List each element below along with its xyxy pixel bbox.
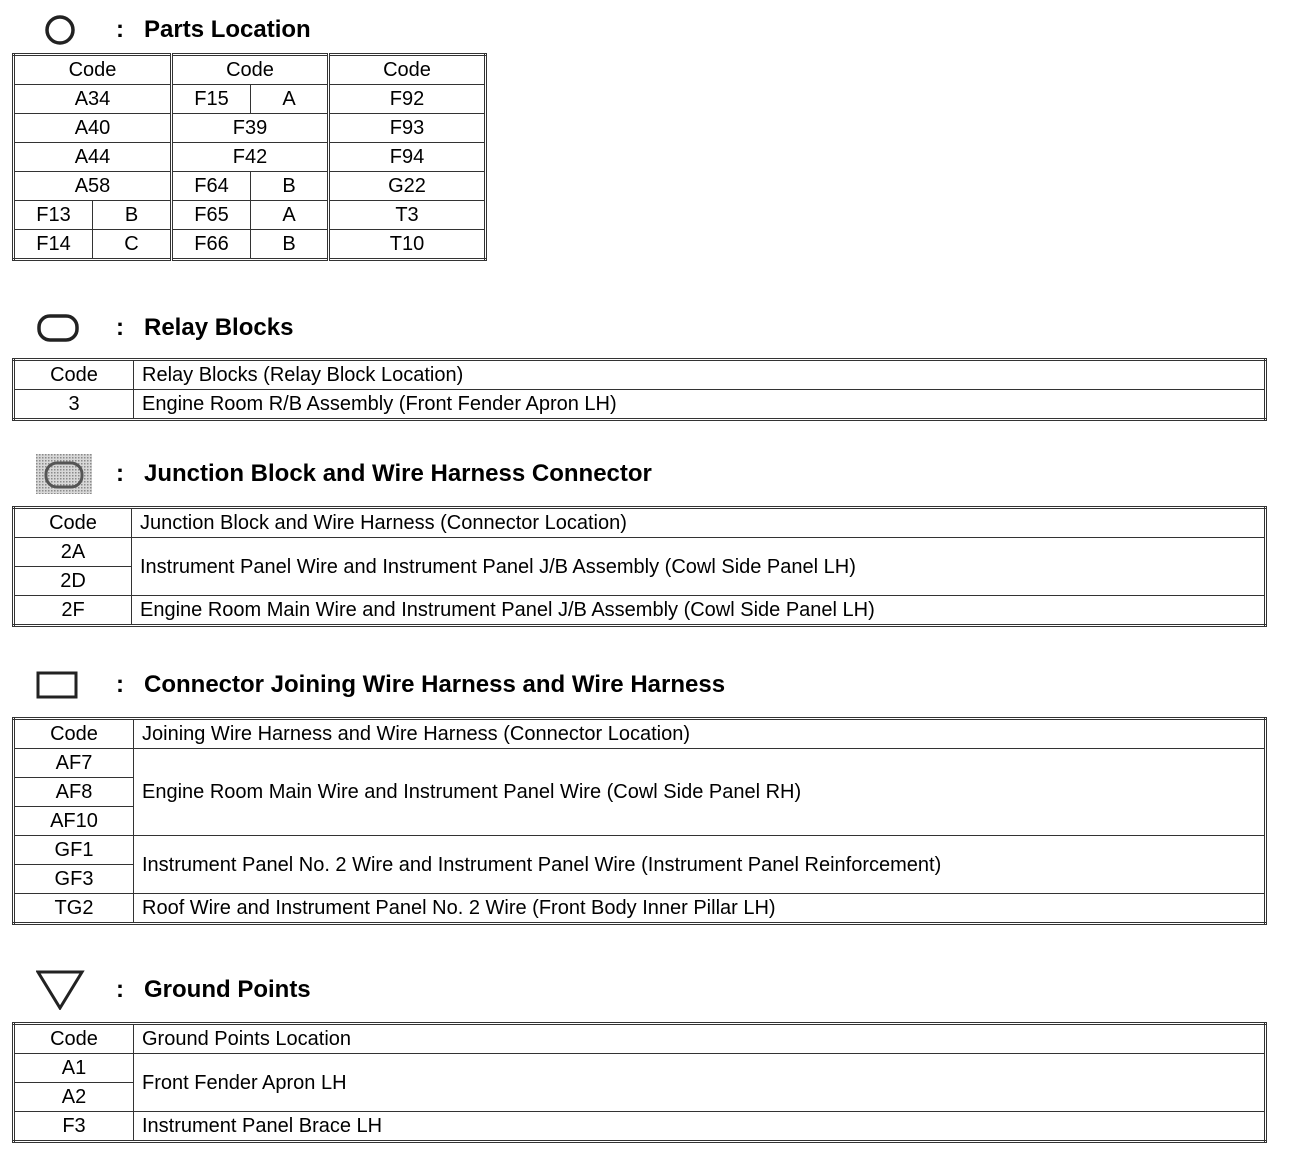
connector-joining-heading: [0, 665, 1300, 705]
code-header: Code: [172, 55, 329, 85]
code-cell: F42: [172, 143, 329, 172]
code-cell: G22: [329, 172, 486, 201]
code-cell: A58: [14, 172, 172, 201]
relay-blocks-colon: :: [116, 314, 124, 341]
shaded-rounded-rect-icon: [36, 454, 96, 494]
code-cell: T10: [329, 230, 486, 260]
parts-location-table: [12, 53, 487, 261]
table-row: [14, 894, 1266, 924]
code-cell: 2D: [14, 567, 132, 596]
circle-icon: [36, 10, 96, 50]
code-cell: GF1: [14, 836, 134, 865]
description-header: Junction Block and Wire Harness (Connector Location): [132, 508, 1266, 538]
description-cell: Engine Room Main Wire and Instrument Panel J/B Assembly (Cowl Side Panel LH): [132, 596, 1266, 626]
description-cell: Front Fender Apron LH: [134, 1054, 1266, 1112]
junction-block-table: [12, 506, 1267, 627]
rectangle-icon: [36, 665, 96, 705]
triangle-down-icon: [36, 970, 96, 1010]
table-row: [14, 1112, 1266, 1142]
parts-location-colon: :: [116, 16, 124, 43]
junction-block-colon: :: [116, 460, 124, 487]
code-cell: T3: [329, 201, 486, 230]
table-row: [14, 1054, 1266, 1083]
ground-points-table: [12, 1022, 1267, 1143]
description-cell: Instrument Panel Brace LH: [134, 1112, 1266, 1142]
code-cell: AF7: [14, 749, 134, 778]
table-row: [14, 172, 486, 201]
code-cell: F39: [172, 114, 329, 143]
code-cell: AF8: [14, 778, 134, 807]
ground-points-colon: :: [116, 976, 124, 1003]
description-cell: Instrument Panel Wire and Instrument Panel J/B Assembly (Cowl Side Panel LH): [132, 538, 1266, 596]
code-header: Code: [329, 55, 486, 85]
connector-joining-table: [12, 717, 1267, 925]
code-cell: A40: [14, 114, 172, 143]
code-cell: F65: [172, 201, 251, 230]
description-cell: Engine Room Main Wire and Instrument Panel Wire (Cowl Side Panel RH): [134, 749, 1266, 836]
code-suffix-cell: A: [251, 201, 329, 230]
code-cell: 2A: [14, 538, 132, 567]
code-cell: 3: [14, 390, 134, 420]
code-header: Code: [14, 55, 172, 85]
description-header: Relay Blocks (Relay Block Location): [134, 360, 1266, 390]
table-row: [14, 1024, 1266, 1054]
description-header: Ground Points Location: [134, 1024, 1266, 1054]
code-suffix-cell: C: [93, 230, 172, 260]
table-row: [14, 719, 1266, 749]
code-cell: GF3: [14, 865, 134, 894]
code-header: Code: [14, 1024, 134, 1054]
code-cell: TG2: [14, 894, 134, 924]
relay-blocks-heading: [0, 308, 1300, 348]
parts-location-heading: [0, 10, 1300, 50]
table-row: [14, 836, 1266, 865]
table-row: [14, 201, 486, 230]
junction-block-heading: [0, 454, 1300, 494]
code-cell: A2: [14, 1083, 134, 1112]
code-cell: F64: [172, 172, 251, 201]
parts-location-title: Parts Location: [144, 16, 311, 43]
table-row: [14, 596, 1266, 626]
description-cell: Instrument Panel No. 2 Wire and Instrument Panel Wire (Instrument Panel Reinforcement): [134, 836, 1266, 894]
code-suffix-cell: A: [251, 85, 329, 114]
code-cell: F66: [172, 230, 251, 260]
table-row: [14, 55, 486, 85]
code-header: Code: [14, 719, 134, 749]
ground-points-heading: [0, 970, 1300, 1010]
code-cell: F93: [329, 114, 486, 143]
table-row: [14, 360, 1266, 390]
table-row: [14, 114, 486, 143]
code-cell: F14: [14, 230, 93, 260]
code-cell: 2F: [14, 596, 132, 626]
table-row: [14, 390, 1266, 420]
code-cell: F13: [14, 201, 93, 230]
table-row: [14, 508, 1266, 538]
junction-block-title: Junction Block and Wire Harness Connector: [144, 460, 652, 487]
code-suffix-cell: B: [251, 230, 329, 260]
connector-joining-title: Connector Joining Wire Harness and Wire Harness: [144, 671, 726, 698]
code-suffix-cell: B: [93, 201, 172, 230]
code-cell: F94: [329, 143, 486, 172]
description-cell: Roof Wire and Instrument Panel No. 2 Wire (Front Body Inner Pillar LH): [134, 894, 1266, 924]
table-row: [14, 230, 486, 260]
code-suffix-cell: B: [251, 172, 329, 201]
code-header: Code: [14, 360, 134, 390]
code-cell: A1: [14, 1054, 134, 1083]
code-header: Code: [14, 508, 132, 538]
ground-points-title: Ground Points: [144, 976, 311, 1003]
connector-joining-colon: :: [116, 671, 124, 698]
code-cell: F92: [329, 85, 486, 114]
relay-blocks-table: [12, 358, 1267, 421]
code-cell: A44: [14, 143, 172, 172]
table-row: [14, 143, 486, 172]
code-cell: F3: [14, 1112, 134, 1142]
description-cell: Engine Room R/B Assembly (Front Fender Apron LH): [134, 390, 1266, 420]
table-row: [14, 85, 486, 114]
table-row: [14, 538, 1266, 567]
table-row: [14, 749, 1266, 778]
code-cell: F15: [172, 85, 251, 114]
rounded-rect-icon: [36, 308, 96, 348]
code-cell: A34: [14, 85, 172, 114]
relay-blocks-title: Relay Blocks: [144, 314, 294, 341]
description-header: Joining Wire Harness and Wire Harness (Connector Location): [134, 719, 1266, 749]
code-cell: AF10: [14, 807, 134, 836]
